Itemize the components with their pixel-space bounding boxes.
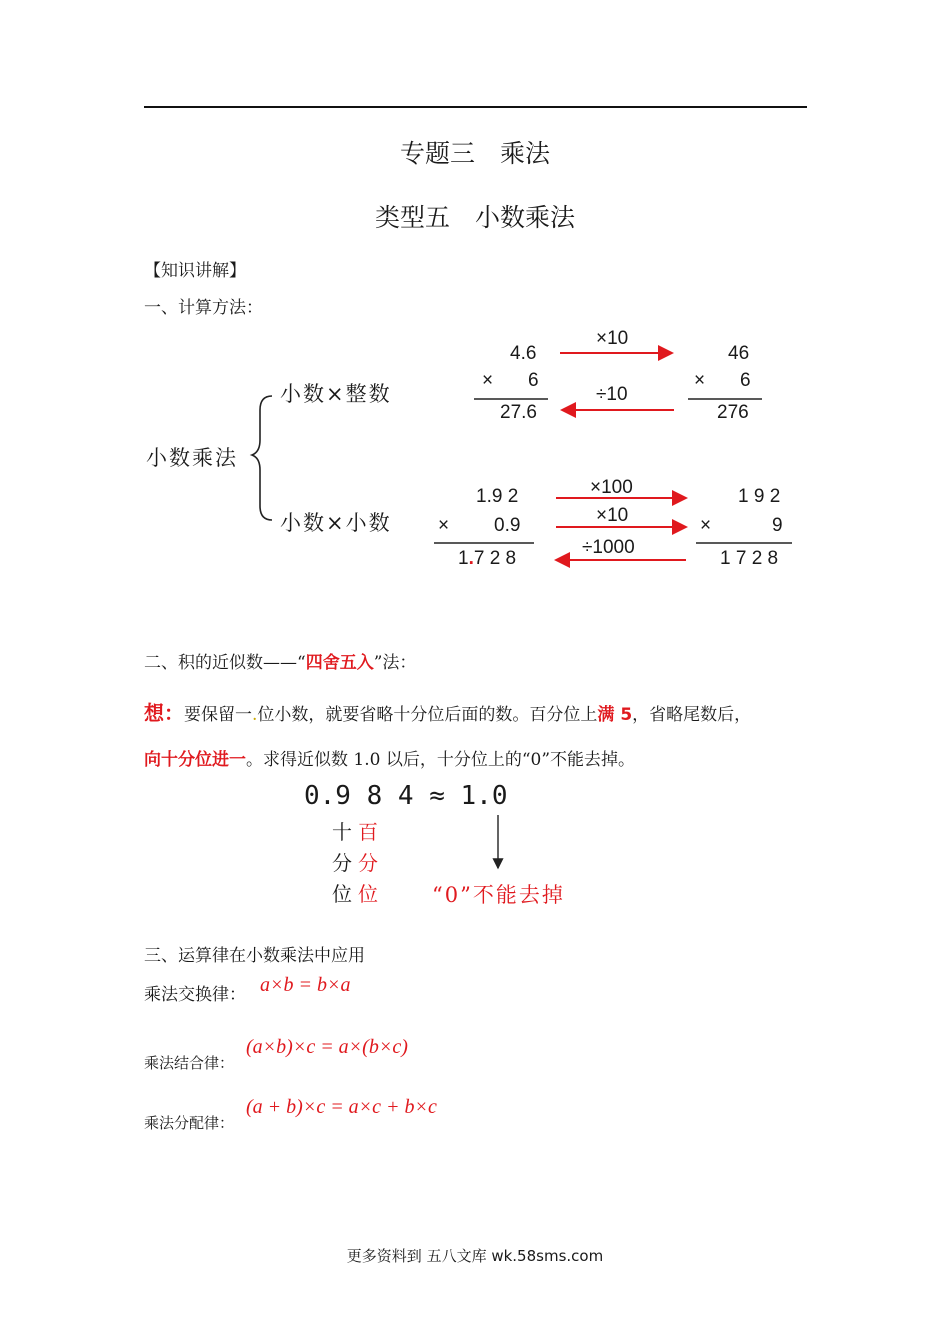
- think-line-2: [144, 745, 635, 770]
- b2-left-top: 1.9 2: [476, 486, 519, 507]
- law-commutative-name: 乘法交换律：: [144, 985, 246, 1005]
- zero-note: “0”不能去掉: [432, 883, 565, 907]
- b2-result-dot: .: [468, 548, 474, 569]
- section1-heading: 一、计算方法：: [144, 298, 263, 318]
- brace: [252, 396, 272, 520]
- section2-heading-pre: 二、积的近似数——“: [144, 653, 306, 673]
- branch2-label: 小数×小数: [280, 511, 392, 535]
- b1-right-top: 46: [728, 343, 750, 364]
- place-col-hundredths: [358, 817, 388, 910]
- hundredths-1: 百: [358, 820, 378, 844]
- type-title: 类型五 小数乘法: [374, 203, 575, 232]
- knowledge-heading: 【知识讲解】: [144, 261, 246, 281]
- approx-expression: 0.9 8 4 ≈ 1.0: [304, 781, 508, 811]
- b1-left-top: 4.6: [510, 343, 537, 364]
- b2-arrow-right-1-label: ×100: [590, 477, 633, 498]
- hundredths-3: 位: [358, 882, 378, 906]
- b1-left-result: 27.6: [500, 402, 537, 423]
- tenths-1: 十: [332, 820, 352, 844]
- section2-heading-post: ”法：: [373, 653, 417, 673]
- b1-arrow-left-label: ÷10: [596, 384, 628, 405]
- b1-left-mult: 6: [528, 370, 539, 391]
- b2-result-int: 1: [458, 548, 469, 569]
- line2-red: 向十分位进一: [144, 750, 246, 770]
- section2-heading: [144, 648, 416, 673]
- line1-a: 要保留一: [184, 705, 252, 725]
- b2-right-op: ×: [700, 515, 712, 536]
- line2-b: 。求得近似数 1.0 以后，十分位上的“0”不能去掉。: [246, 750, 636, 770]
- branch1-label: 小数×整数: [280, 382, 392, 406]
- b2-left-mult: 0.9: [494, 515, 521, 536]
- b2-right-mult: 9: [772, 515, 783, 536]
- b2-left-op: ×: [438, 515, 450, 536]
- b1-arrow-right-label: ×10: [596, 328, 629, 349]
- b2-left-result: [458, 548, 516, 570]
- b2-right-result: 1 7 2 8: [720, 548, 779, 569]
- law-commutative-formula: a×b = b×a: [260, 974, 351, 996]
- line1-red: 满 5: [597, 705, 633, 725]
- b1-right-mult: 6: [740, 370, 751, 391]
- section3-heading: 三、运算律在小数乘法中应用: [144, 946, 365, 966]
- law-associative-formula: (a×b)×c = a×(b×c): [246, 1036, 408, 1058]
- think-label: 想：: [144, 701, 184, 725]
- law-associative-name: 乘法结合律：: [144, 1054, 235, 1072]
- root-label: 小数乘法: [146, 446, 238, 470]
- law-distributive-name: 乘法分配律：: [144, 1114, 235, 1132]
- tenths-3: 位: [332, 882, 352, 906]
- b2-result-frac: 7 2 8: [473, 548, 517, 569]
- think-line-1: [144, 697, 751, 726]
- b1-right-op: ×: [694, 370, 706, 391]
- footer-text: 更多资料到 五八文库 wk.58sms.com: [346, 1247, 604, 1265]
- line1-c: ，省略尾数后，: [632, 705, 752, 725]
- b1-right-result: 276: [717, 402, 749, 423]
- b1-left-op: ×: [482, 370, 494, 391]
- line1-dot: .: [252, 705, 258, 725]
- hundredths-2: 分: [358, 851, 378, 875]
- b2-right-top: 1 9 2: [738, 486, 781, 507]
- law-distributive-formula: (a + b)×c = a×c + b×c: [246, 1096, 437, 1118]
- line1-b: 位小数，就要省略十分位后面的数。百分位上: [257, 705, 598, 725]
- b2-arrow-left-label: ÷1000: [582, 537, 635, 558]
- section2-heading-red: 四舍五入: [305, 653, 374, 673]
- tenths-2: 分: [332, 851, 352, 875]
- b2-arrow-right-2-label: ×10: [596, 505, 629, 526]
- topic-title: 专题三 乘法: [399, 139, 550, 168]
